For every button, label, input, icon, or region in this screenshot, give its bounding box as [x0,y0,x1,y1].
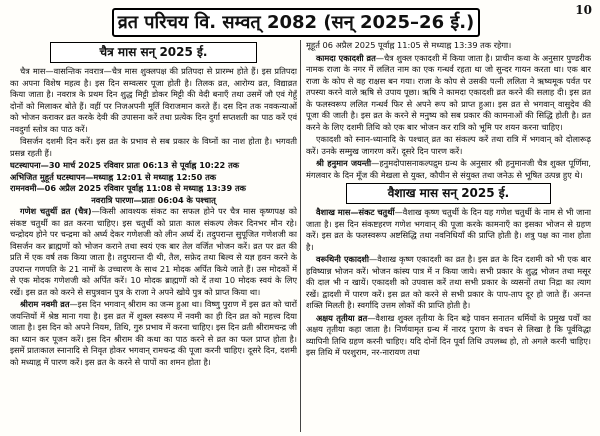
column-divider [300,40,301,432]
abhijit-muhurat: अभिजित मुहूर्त घटस्थापन—मध्याह्न 12:01 से मध्याह्न 12:50 तक [10,171,217,182]
ghatasthapana-time: घटस्थापना—30 मार्च 2025 रविवार प्रातः 06:13 से पूर्वाह्न 10:22 तक [10,160,240,170]
section-heading-chaitra: चैत्र मास सन् 2025 ई. [50,42,257,63]
page-number: 10 [575,3,592,17]
hanuman-jayanti-text: —हनुमदोपासनाकल्पद्रुम ग्रन्थ के अनुसार श्री हनुमानजी चैत्र शुक्ल पूर्णिमा, मंगलवार के दिन मूँज की मेखला से युक्त, कौपीन से संयुक्त तथा जनेऊ से भूषित उत्पन्न हुए थे। [306,158,591,180]
muhurat-line: मूहूर्त 06 अप्रैल 2025 पूर्वाह्न 11:05 से मध्याह्न 13:39 तक रहेगा। [306,40,512,50]
paragraph-sankat-chaturthi [306,207,591,253]
section-heading-vaishakh: वैशाख मास सन् 2025 ई. [346,183,551,204]
kamada-ekadashi-text: —चैत्र शुक्ल एकादशी में किया जाता है। प्राचीन कथा के अनुसार पुण्डरीक नामक राजा के नगर में ललित नाम का एक गन्धर्व रहता था जो सुन्दर गायन करता था। एक बार राजा के कोप से वह राक्षस बन गया। राजा के कोप से उसकी पत्नी ललिता ने ऋष्यमूक पर्वत पर तपस्या करने वाले ऋषि से उपाय पूछा। ऋषि ने कामदा एकादशी व्रत करने की सलाह दी। इस व्रत के फलस्वरूप ललित गन्धर्व फिर से अपने रूप को प्राप्त हुआ। इस व्रत से भगवान् वासुदेव की पूजा की जाती है। इस व्रत के करने से मनुष्य को सब प्रकार की कामनाओं की सिद्धि होती है। व्रत करने के लिए दशमी तिथि को एक बार भोजन कर रात्रि को भूमि पर शयन करना चाहिए। [306,52,591,132]
paragraph-ganesh-chaturthi [10,206,297,298]
ram-navami-text: —इस दिन भगवान् श्रीराम का जन्म हुआ था। विष्णु पुराण में इस व्रत को चारों जयन्तियों में श्रेष्ठ माना गया है। इस व्रत में शुक्ल स्वरूप में नवमी का ही दिन व्रत को महत्त्व दिया जाता है। इस दिन को अपने नियम, तिथि, गुरु प्रभाव में करना चाहिए। इस दिन व्रती श्रीरामचन्द्र जी का ध्यान कर पूजन करें। इस दिन श्रीराम की कथा का पाठ करने से व्रत का फल प्राप्त होता है। इसमें प्रातःकाल स्नानादि से निवृत होकर भगवान् रामचन्द्र की पूजा करनी चाहिए। दूसरे दिन, दशमी को मध्याह्न में पारण करें। इस व्रत के करने से पापों का शमन होता है। [10,299,297,367]
sankat-chaturthi-heading: वैशाख मास—संकट चतुर्थी [316,207,395,217]
paragraph-varuthini-ekadashi [306,254,591,312]
navratri-parana: नवरात्रि पारणा—प्रातः 06:04 के पश्चात् [91,194,216,205]
varuthini-ekadashi-text: —वैशाख कृष्ण एकादशी का व्रत है। इस व्रत के दिन दशमी को भी एक बार हविष्यान्न भोजन करें। भोजन कांस्य पात्र में न किया जाये। सभी प्रकार के शुद्ध भोजन तथा मसूर की दाल भी न खायें। एकादशी को उपवास करें तथा सभी प्रकार के व्यसनों तथा निद्रा का त्याग रखें। द्वादशी में पारण करें। इस व्रत को करने से सभी प्रकार के पाप-ताप दूर हो जाते हैं। अनन्त शक्ति मिलती है। स्वर्गादि उत्तम लोकों की प्राप्ति होती है। [306,254,591,310]
kamada-ekadashi-heading: कामदा एकादशी व्रत [316,52,376,63]
page-title: व्रत परिचय वि. सम्वत् 2082 (सन् 2025–26 ई.) [112,8,480,37]
left-column [10,40,297,436]
ramnavami-time: रामनवमी—06 अप्रैल 2025 रविवार पूर्वाह्न 11:08 से मध्याह्न 13:39 तक [10,183,246,193]
paragraph-kamada-ekadashi [306,53,591,134]
ram-navami-heading: श्रीराम नवमी व्रत [20,299,70,309]
akshaya-tritiya-text: —वैशाख शुक्ल तृतीया के दिन बड़े पावन सनातन धर्मियों के प्रमुख पर्वों का अक्षय तृतीया कहा जाता है। निर्णयामृत ग्रन्थ में नारद पुराण के वचन से लिखा है कि पूर्वविद्धा व्यापिनी तिथि ग्रहण करनी चाहिए। यदि दोनों दिन पूर्वा तिथि उपलब्ध हो, तो अगले करनी चाहिए। इस तिथि में परशुराम, नर-नारायण तथा [306,312,591,357]
ganesh-chaturthi-heading: गणेश चतुर्थी व्रत (चैत्र) [20,206,92,216]
varuthini-ekadashi-heading: वरूथिनी एकादशी [316,254,369,264]
paragraph-hanuman-jayanti [306,158,591,181]
paragraph-ram-navami [10,299,297,368]
paragraph-navratra: चैत्र मास—वासन्तिक नवरात्र—चैत्र मास शुक्लपक्ष की प्रतिपदा से प्रारम्भ होते हैं। इस प्रतिपदा का अपना विशेष महत्व है। इस दिन सम्वत्सर पूजा होती है। तिलक व्रत, आरोग्य व्रत, विद्याव्रत किया जाता है। नवरात्र के प्रथम दिन शुद्ध मिट्टी डोकर मिट्टी की वेदी बनाएँ तथा उसमें जौ एवं गेहूँ दोनों को मिलाकर बोते हैं। वहीं पर निजअपनी मूर्ति विराजमान करते हैं। दस दिन तक नवकन्याओं को भोजन कराकर व्रत करके देवी की उपासना करें तथा प्रत्येक दिन दुर्गा सप्तशती का पाठ करें एवं नवदुर्गा स्तोत्र का पाठ करें। [10,66,297,134]
right-column [306,40,591,436]
sankat-chaturthi-text: —वैशाख कृष्ण चतुर्थी के दिन यह गणेश चतुर्थी के नाम से भी जाना जाता है। इस दिन संकष्टहरण गणेश भगवान् की पूजा करके कामनाएँ का इसका भोजन से ग्रहण करें। इस व्रत के फलस्वरूप अष्टसिद्धि तथा नवनिधियाँ की प्राप्ति होती है। शत्रु पक्ष का नाश होता है। [306,207,591,252]
akshaya-tritiya-heading: अक्षय तृतीया व्रत [316,312,368,323]
paragraph-akshaya-tritiya [306,313,591,359]
paragraph-navratra-cont: विसर्जन दशमी दिन करें। इस व्रत के प्रभाव से सब प्रकार के विघ्नों का नाश होता है। भगवती प्रसन्न रहती हैं। [10,136,297,158]
ganesh-chaturthi-text: —किसी आवश्यक संकट का सफल होने पर चैत्र मास कृष्णपक्ष को संकष्ट चतुर्थी का व्रत करना चाहिए। इस चतुर्थी को प्रातः काल संकल्प लेकर दिनभर मौन रहे। चन्द्रोदय होने पर चन्द्रमा को अर्घ्य देकर गणेशजी को लीन अर्घ्य दें। तदुपरान्त सुपूजित गणेशजी का विसर्जन कर ब्राह्मणों को भोजन कराने तथा स्वयं एक बार तेल वर्जित भोजन करें। व्रत पर व्रत की प्रति में एक वर्ष तक किया जाता है। तदुपरान्त दी थी, तैल, सफ़ेद तथा बिल्व से यज्ञ हवन करने के उपरान्त गणपति के 21 नामों के उच्चारण के साथ 21 मोदक अर्पित किये जाते हैं। उस मोदकों में से एक मोदक गणेशजी को अर्पित करें। 10 मोदक ब्राह्मणों को दें तथा 10 मोदक स्वयं के लिए रखें। इस व्रत को करने से सपुत्रवान पुत्र के राजा ने अपने खोये पुत्र को प्राप्त किया था। [10,206,297,297]
paragraph-kamada-ekadashi-cont: एकादशी को स्नान-ध्यानादि के पश्चात् व्रत का संकल्प करें तथा रात्रि में भगवान् को दोलारूढ़ करें। उनके सम्मुख जागरण करें। दूसरे दिन पारण करें। [306,134,591,156]
hanuman-jayanti-heading: श्री हनुमान जयन्ती [316,158,372,168]
